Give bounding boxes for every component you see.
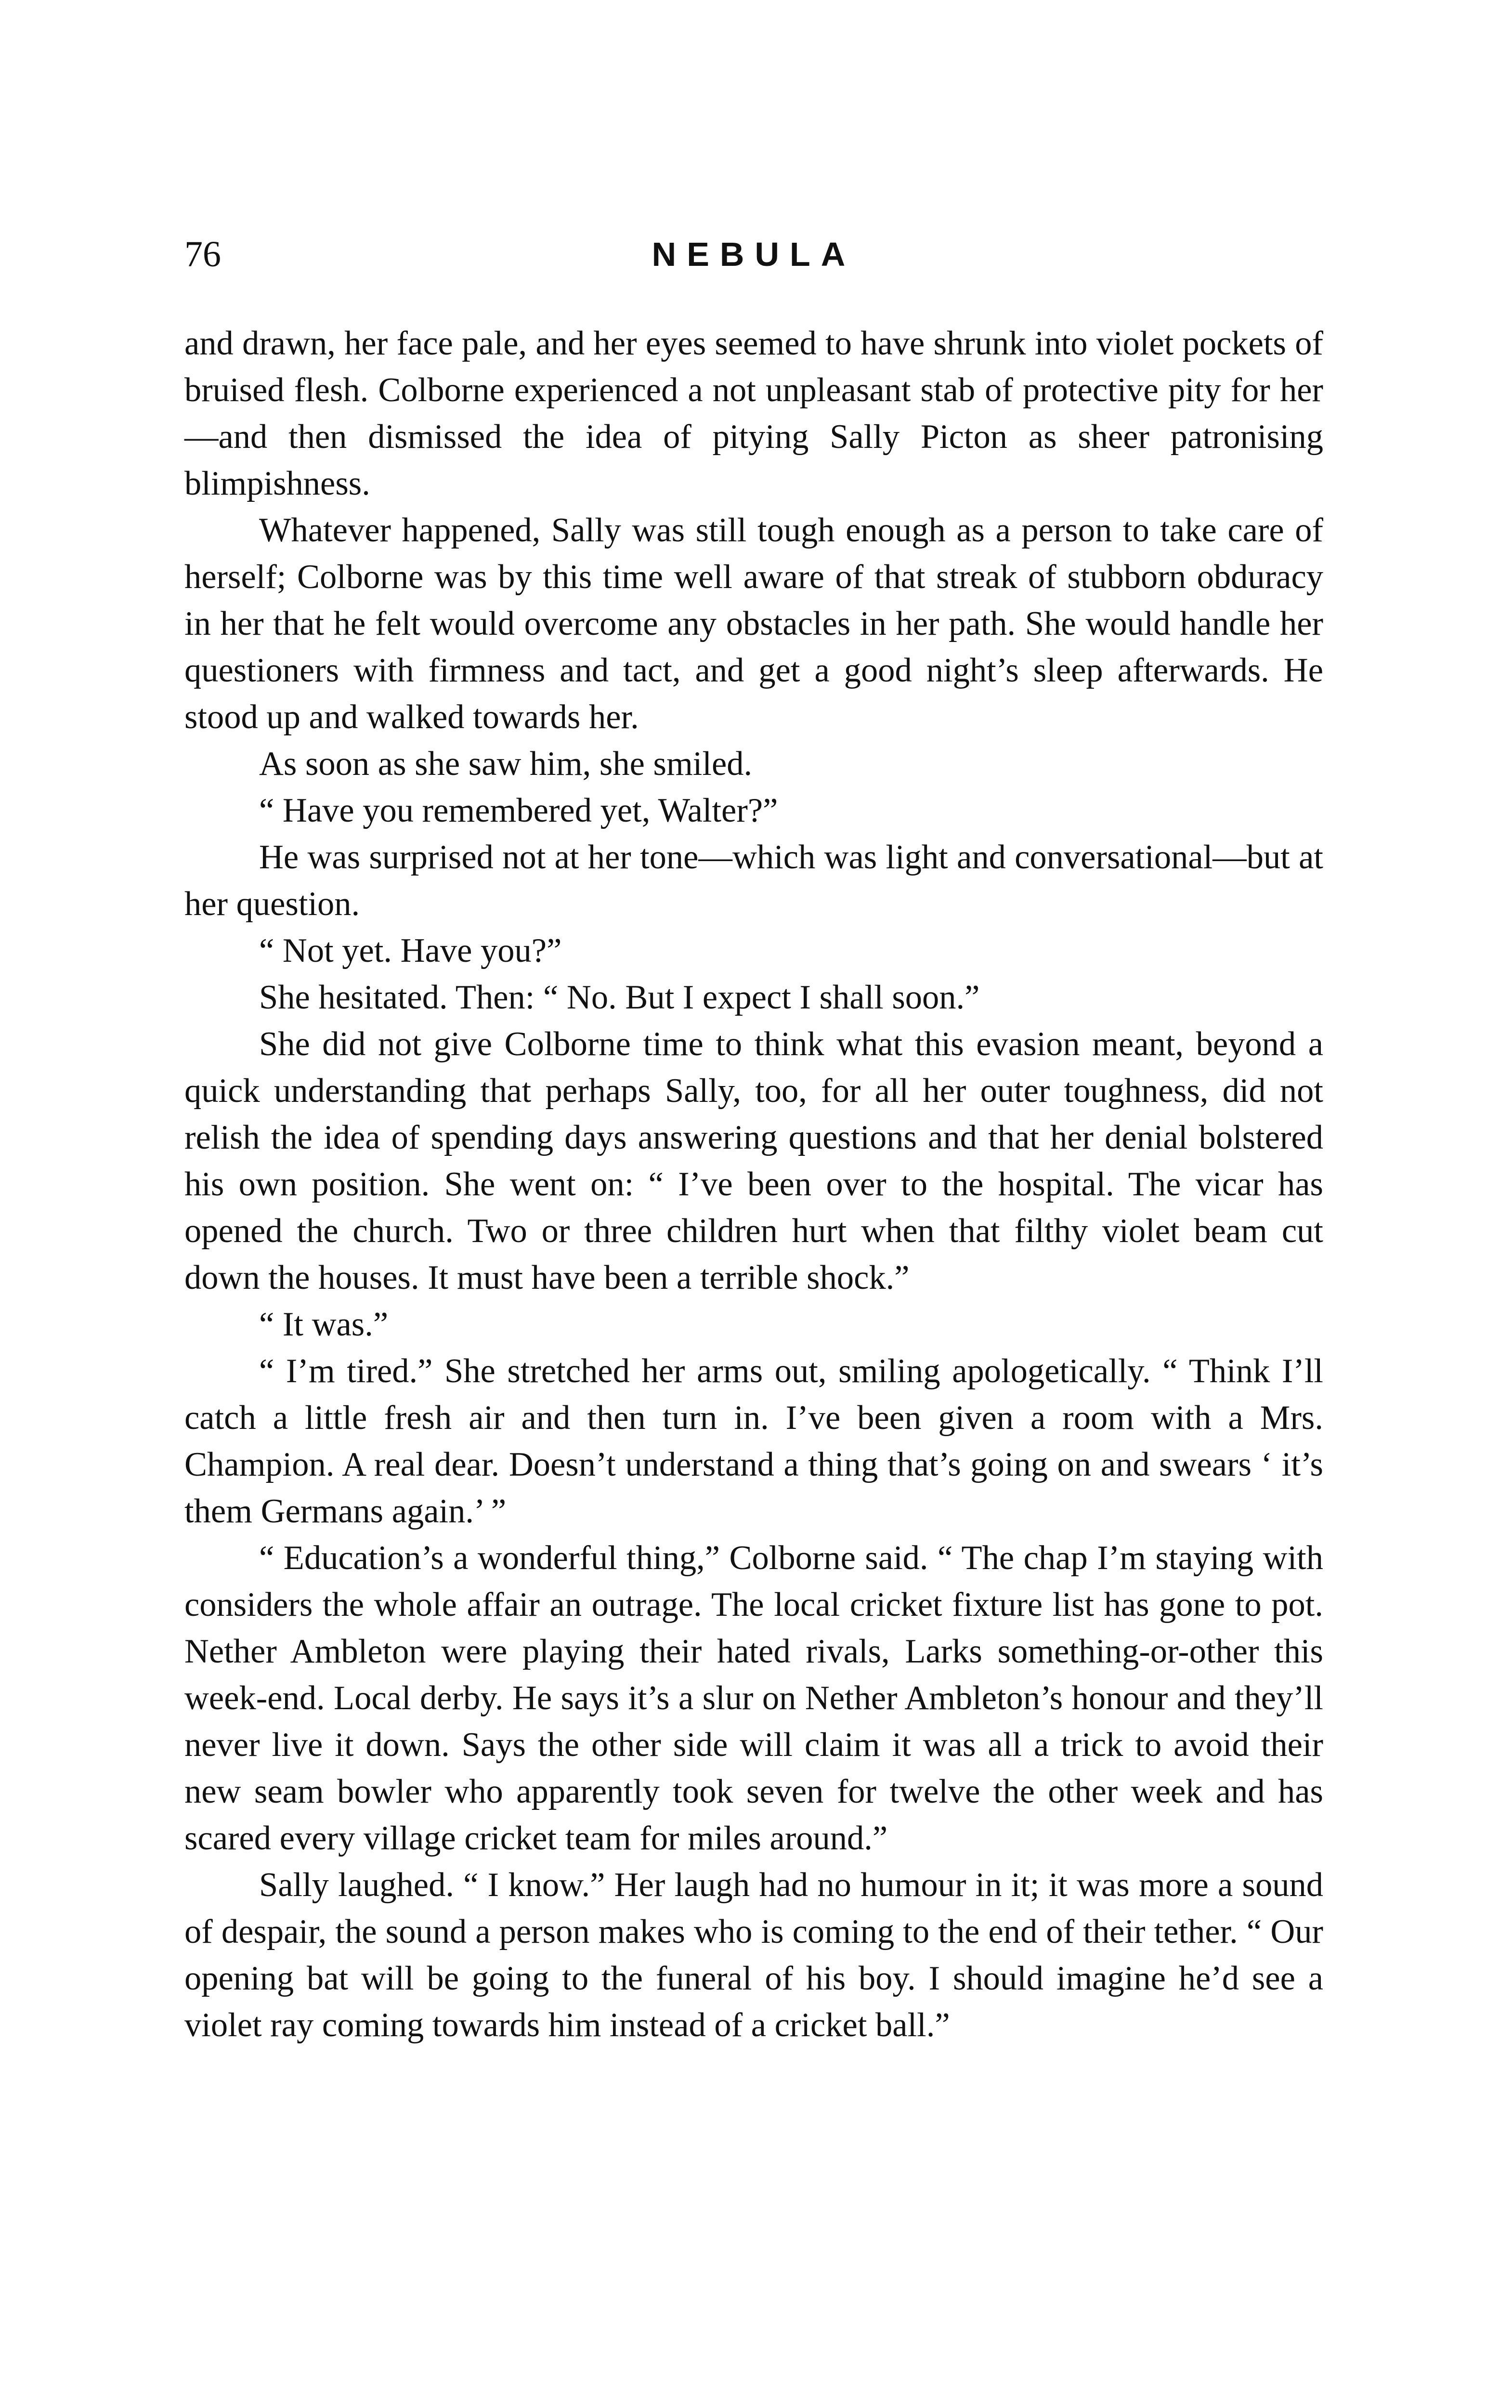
paragraph: Whatever happened, Sally was still tough enough as a person to take care of herself; Colborne was by this time well aware of that streak of stubborn obduracy in her that he felt would overcome any obstacles in her path. She would handle her questioners with firmness and tact, and get a good night’s sleep afterwards. He stood up and walked towards her. bbox=[184, 511, 1323, 736]
paragraph: and drawn, her face pale, and her eyes seemed to have shrunk into violet pockets of bruised flesh. Colborne experienced a not unpleasant stab of protective pity for her—and then dismissed the idea of pitying Sally Picton as sheer patronising blimpishness. bbox=[184, 325, 1323, 502]
paragraph: She did not give Colborne time to think what this evasion meant, beyond a quick understanding that perhaps Sally, too, for all her outer toughness, did not relish the idea of spending days answering questions and that her denial bolstered his own position. She went on: “ I’ve been over to the hospital. The vicar has opened the church. Two or three children hurt when that filthy violet beam cut down the houses. It must have been a terrible shock.” bbox=[184, 1025, 1323, 1296]
body-text bbox=[184, 320, 1323, 2049]
paragraph: “ It was.” bbox=[259, 1306, 389, 1343]
paragraph: Sally laughed. “ I know.” Her laugh had no humour in it; it was more a sound of despair, the sound a person makes who is coming to the end of their tether. “ Our opening bat will be going to the funeral of his boy. I should imagine he’d see a violet ray coming towards him instead of a cricket ball.” bbox=[184, 1866, 1323, 2044]
paragraph: “ Not yet. Have you?” bbox=[259, 932, 562, 969]
paragraph: “ Education’s a wonderful thing,” Colborne said. “ The chap I’m staying with considers the whole affair an outrage. The local cricket fixture list has gone to pot. Nether Ambleton were playing their hated rivals, Larks something-or-other this week-end. Local derby. He says it’s a slur on Nether Ambleton’s honour and they’ll never live it down. Says the other side will claim it was all a trick to avoid their new seam bowler who apparently took seven for twelve the other week and has scared every village cricket team for miles around.” bbox=[184, 1539, 1323, 1857]
running-title: NEBULA bbox=[652, 236, 856, 273]
paragraph: He was surprised not at her tone—which was light and conversational—but at her question. bbox=[184, 838, 1323, 923]
paragraph: “ Have you remembered yet, Walter?” bbox=[259, 792, 778, 829]
running-head bbox=[184, 230, 1323, 288]
paragraph: “ I’m tired.” She stretched her arms out, smiling apologetically. “ Think I’ll catch a little fresh air and then turn in. I’ve been given a room with a Mrs. Champion. A real dear. Doesn’t understand a thing that’s going on and swears ‘ it’s them Germans again.’ ” bbox=[184, 1352, 1323, 1530]
page-number: 76 bbox=[184, 234, 221, 275]
paragraph: As soon as she saw him, she smiled. bbox=[259, 745, 753, 783]
paragraph: She hesitated. Then: “ No. But I expect I shall soon.” bbox=[259, 979, 980, 1016]
